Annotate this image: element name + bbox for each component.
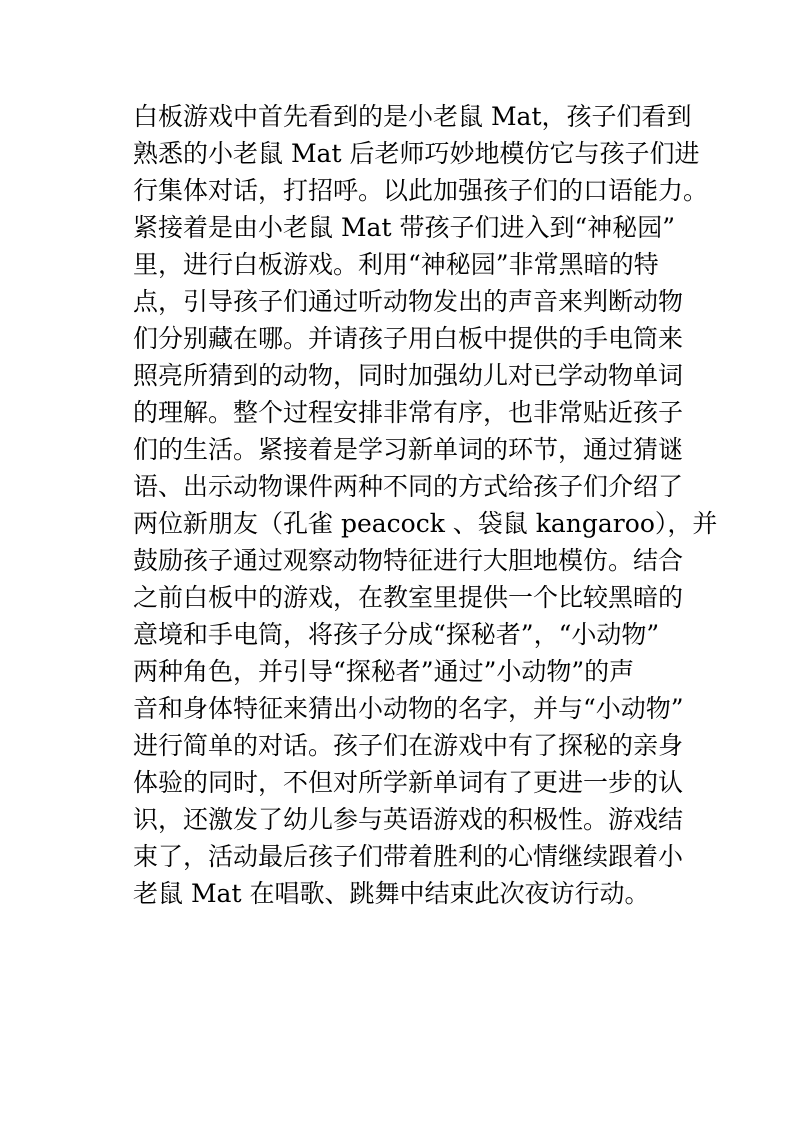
text-line-12: 两位新朋友（孔雀 peacock 、袋鼠 kangaroo），并 <box>133 509 718 538</box>
text-line-18: 进行简单的对话。孩子们在游戏中有了探秘的亲身 <box>133 731 684 760</box>
text-line-17: 音和身体特征来猜出小动物的名字，并与“小动物” <box>133 694 684 723</box>
text-line-2: 熟悉的小老鼠 Mat 后老师巧妙地模仿它与孩子们进 <box>133 139 700 168</box>
text-line-22: 老鼠 Mat 在唱歌、跳舞中结束此次夜访行动。 <box>133 879 650 908</box>
text-line-5: 里，进行白板游戏。利用“神秘园”非常黑暗的特 <box>133 250 659 279</box>
text-line-4: 紧接着是由小老鼠 Mat 带孩子们进入到“神秘园” <box>133 213 676 242</box>
text-line-13: 鼓励孩子通过观察动物特征进行大胆地模仿。结合 <box>133 546 684 575</box>
text-line-3: 行集体对话，打招呼。以此加强孩子们的口语能力。 <box>133 176 709 205</box>
text-line-9: 的理解。整个过程安排非常有序，也非常贴近孩子 <box>133 398 684 427</box>
text-line-14: 之前白板中的游戏，在教室里提供一个比较黑暗的 <box>133 583 684 612</box>
text-line-19: 体验的同时，不但对所学新单词有了更进一步的认 <box>133 768 684 797</box>
text-line-7: 们分别藏在哪。并请孩子用白板中提供的手电筒来 <box>133 324 684 353</box>
text-line-20: 识，还激发了幼儿参与英语游戏的积极性。游戏结 <box>133 805 684 834</box>
text-line-11: 语、出示动物课件两种不同的方式给孩子们介绍了 <box>133 472 684 501</box>
text-line-1: 白板游戏中首先看到的是小老鼠 Mat，孩子们看到 <box>133 102 692 131</box>
text-line-21: 束了，活动最后孩子们带着胜利的心情继续跟着小 <box>133 842 684 871</box>
text-line-6: 点，引导孩子们通过听动物发出的声音来判断动物 <box>133 287 684 316</box>
text-line-16: 两种角色，并引导“探秘者”通过”小动物”的声 <box>133 657 635 686</box>
text-line-10: 们的生活。紧接着是学习新单词的环节，通过猜谜 <box>133 435 684 464</box>
body-paragraph <box>133 98 718 912</box>
text-line-15: 意境和手电筒，将孩子分成“探秘者”，“小动物” <box>133 620 660 649</box>
text-line-8: 照亮所猜到的动物，同时加强幼儿对已学动物单词 <box>133 361 684 390</box>
